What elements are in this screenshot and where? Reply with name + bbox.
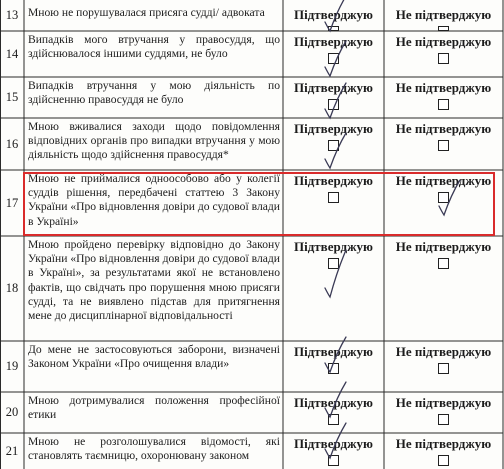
deny-label: Не підтверджую bbox=[395, 34, 492, 49]
confirm-label: Підтверджую bbox=[294, 239, 373, 254]
confirm-label: Підтверджую bbox=[294, 7, 373, 22]
deny-label: Не підтверджую bbox=[395, 7, 492, 22]
statement-text: Випадків мого втручання у правосуддя, що здійснювалося іншими суддями, не було bbox=[28, 33, 280, 61]
confirm-label: Підтверджую bbox=[294, 34, 373, 49]
deny-option[interactable] bbox=[384, 31, 503, 77]
row-number: 18 bbox=[5, 281, 19, 295]
statement-text: До мене не застосовуються заборони, визначені Законом України «Про очищення влади» bbox=[28, 343, 280, 371]
deny-label: Не підтверджую bbox=[395, 173, 492, 188]
deny-option[interactable] bbox=[384, 433, 503, 469]
row-number: 13 bbox=[5, 8, 19, 22]
row-number: 14 bbox=[5, 46, 19, 61]
statement-text: Мною пройдено перевірку відповідно до Закону України «Про відновлення довіри до судової влади в Україні», за результатами якої не встановлено фактів, що свідчать про порушення мною присяги судді, та не виявлено підстав для притягнення мене до дисциплінарної відповідальності bbox=[28, 238, 280, 323]
statement-text: Мною не порушувалася присяга судді/ адвоката bbox=[28, 6, 265, 19]
row-number: 20 bbox=[5, 405, 19, 419]
confirm-checkbox[interactable] bbox=[328, 414, 339, 425]
confirm-option[interactable] bbox=[283, 118, 384, 170]
statement-text: Випадків втручання у мою діяльність по здійсненню правосуддя не було bbox=[28, 79, 280, 107]
deny-checkbox[interactable] bbox=[438, 140, 449, 151]
deny-label: Не підтверджую bbox=[395, 121, 492, 136]
confirm-label: Підтверджую bbox=[294, 121, 373, 136]
confirm-checkbox[interactable] bbox=[328, 99, 339, 110]
deny-checkbox[interactable] bbox=[438, 455, 449, 466]
row-number: 21 bbox=[5, 443, 19, 458]
confirm-option[interactable] bbox=[283, 0, 384, 31]
confirm-option[interactable] bbox=[283, 433, 384, 469]
deny-label: Не підтверджую bbox=[395, 395, 492, 410]
confirm-label: Підтверджую bbox=[294, 80, 373, 95]
confirm-label: Підтверджую bbox=[294, 436, 373, 451]
deny-label: Не підтверджую bbox=[395, 436, 492, 451]
deny-checkbox[interactable] bbox=[438, 363, 449, 374]
confirm-option[interactable] bbox=[283, 341, 384, 392]
row-number: 15 bbox=[5, 90, 19, 104]
deny-label: Не підтверджую bbox=[395, 239, 492, 254]
row-number: 19 bbox=[5, 359, 19, 373]
confirm-label: Підтверджую bbox=[294, 395, 373, 410]
confirm-option[interactable] bbox=[283, 31, 384, 77]
statement-text: Мною не приймалися одноособово або у колегії суддів рішення, передбачені статтею 3 Закону України «Про відновлення довіри до судової влади в Україні» bbox=[28, 172, 280, 228]
confirm-label: Підтверджую bbox=[294, 344, 373, 359]
deny-checkbox[interactable] bbox=[438, 414, 449, 425]
statement-text: Мною вживалися заходи щодо повідомлення відповідних органів про випадки втручання у мою діяльність щодо здійснення правосуддя* bbox=[28, 120, 280, 162]
confirm-checkbox[interactable] bbox=[328, 258, 339, 269]
statement-text: Мною дотримувалися положення професійної етики bbox=[28, 394, 280, 422]
deny-option[interactable] bbox=[384, 118, 503, 170]
confirm-option[interactable] bbox=[283, 392, 384, 433]
deny-option[interactable] bbox=[384, 392, 503, 433]
deny-checkbox[interactable] bbox=[438, 258, 449, 269]
deny-label: Не підтверджую bbox=[395, 80, 492, 95]
confirm-option[interactable] bbox=[283, 236, 384, 341]
confirm-checkbox[interactable] bbox=[328, 455, 339, 466]
row-number: 17 bbox=[5, 195, 19, 210]
row-number: 16 bbox=[5, 136, 19, 151]
deny-checkbox[interactable] bbox=[438, 53, 449, 64]
confirm-checkbox[interactable] bbox=[328, 53, 339, 64]
deny-checkbox[interactable] bbox=[438, 99, 449, 110]
deny-option[interactable] bbox=[384, 341, 503, 392]
confirm-label: Підтверджую bbox=[294, 173, 373, 188]
statement-text: Мною не розголошувалися відомості, які становлять таємницю, охоронювану законом bbox=[28, 435, 280, 463]
confirm-option[interactable] bbox=[283, 77, 384, 118]
deny-label: Не підтверджую bbox=[395, 344, 492, 359]
deny-option[interactable] bbox=[384, 0, 503, 31]
confirm-checkbox[interactable] bbox=[328, 140, 339, 151]
deny-option[interactable] bbox=[384, 236, 503, 341]
highlight-frame bbox=[23, 172, 495, 236]
deny-option[interactable] bbox=[384, 77, 503, 118]
confirm-checkbox[interactable] bbox=[328, 363, 339, 374]
